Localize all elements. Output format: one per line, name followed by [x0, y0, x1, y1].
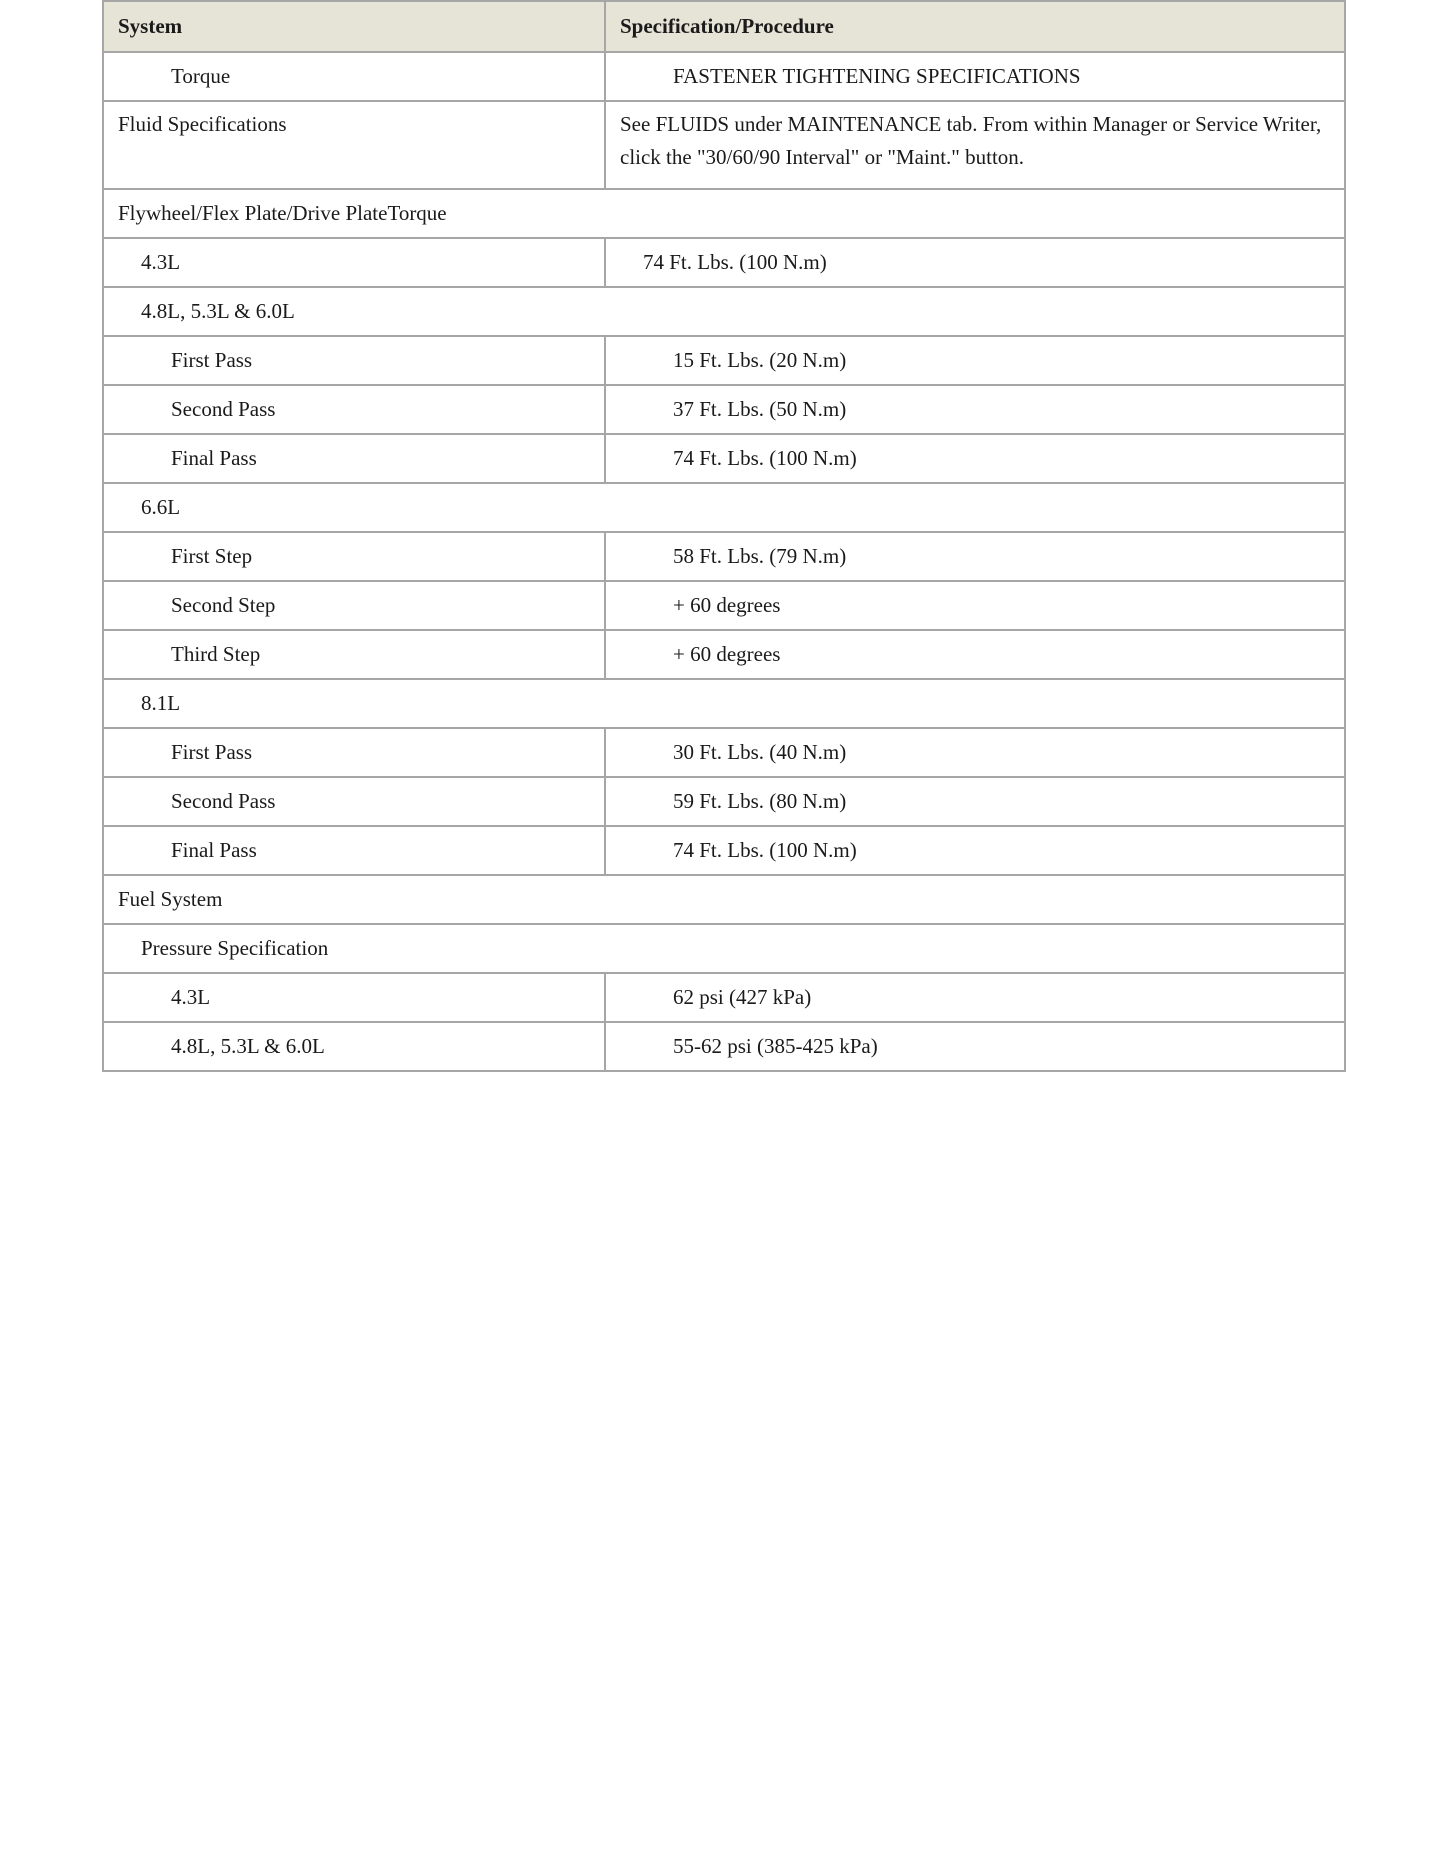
- system-cell: First Pass: [103, 336, 605, 385]
- system-cell: Final Pass: [103, 434, 605, 483]
- specification-cell: 37 Ft. Lbs. (50 N.m): [605, 385, 1345, 434]
- table-row: [103, 52, 1345, 101]
- specification-cell: 59 Ft. Lbs. (80 N.m): [605, 777, 1345, 826]
- table-section-row: [103, 924, 1345, 973]
- system-cell: First Pass: [103, 728, 605, 777]
- header-specification: Specification/Procedure: [605, 1, 1345, 52]
- table-row: [103, 238, 1345, 287]
- system-cell: Third Step: [103, 630, 605, 679]
- table-row: [103, 1022, 1345, 1071]
- table-row: [103, 532, 1345, 581]
- table-section-row: [103, 679, 1345, 728]
- specification-cell: See FLUIDS under MAINTENANCE tab. From within Manager or Service Writer, click the "30/60/90 Interval" or "Maint." button.: [605, 101, 1345, 189]
- table-row: [103, 101, 1345, 189]
- table-header-row: [103, 1, 1345, 52]
- table-body: [103, 52, 1345, 1071]
- specification-cell: 74 Ft. Lbs. (100 N.m): [605, 238, 1345, 287]
- specification-cell: 15 Ft. Lbs. (20 N.m): [605, 336, 1345, 385]
- specification-cell: FASTENER TIGHTENING SPECIFICATIONS: [605, 52, 1345, 101]
- system-cell: Second Pass: [103, 777, 605, 826]
- section-label: Flywheel/Flex Plate/Drive PlateTorque: [103, 189, 1345, 238]
- table-section-row: [103, 189, 1345, 238]
- header-system: System: [103, 1, 605, 52]
- table-row: [103, 581, 1345, 630]
- section-label: 8.1L: [103, 679, 1345, 728]
- table-row: [103, 826, 1345, 875]
- specifications-table: [102, 0, 1346, 1072]
- specification-cell: 62 psi (427 kPa): [605, 973, 1345, 1022]
- system-cell: Fluid Specifications: [103, 101, 605, 189]
- system-cell: First Step: [103, 532, 605, 581]
- table-row: [103, 973, 1345, 1022]
- section-label: Fuel System: [103, 875, 1345, 924]
- table-section-row: [103, 287, 1345, 336]
- specification-cell: 30 Ft. Lbs. (40 N.m): [605, 728, 1345, 777]
- specification-cell: 74 Ft. Lbs. (100 N.m): [605, 826, 1345, 875]
- system-cell: 4.3L: [103, 238, 605, 287]
- table-row: [103, 728, 1345, 777]
- system-cell: Second Step: [103, 581, 605, 630]
- table-row: [103, 385, 1345, 434]
- table-row: [103, 630, 1345, 679]
- table-row: [103, 777, 1345, 826]
- specification-cell: 58 Ft. Lbs. (79 N.m): [605, 532, 1345, 581]
- system-cell: 4.3L: [103, 973, 605, 1022]
- system-cell: Torque: [103, 52, 605, 101]
- table-row: [103, 434, 1345, 483]
- system-cell: 4.8L, 5.3L & 6.0L: [103, 1022, 605, 1071]
- system-cell: Final Pass: [103, 826, 605, 875]
- specification-cell: + 60 degrees: [605, 630, 1345, 679]
- specification-cell: 74 Ft. Lbs. (100 N.m): [605, 434, 1345, 483]
- section-label: 6.6L: [103, 483, 1345, 532]
- section-label: Pressure Specification: [103, 924, 1345, 973]
- table-section-row: [103, 875, 1345, 924]
- table-section-row: [103, 483, 1345, 532]
- system-cell: Second Pass: [103, 385, 605, 434]
- section-label: 4.8L, 5.3L & 6.0L: [103, 287, 1345, 336]
- specification-cell: + 60 degrees: [605, 581, 1345, 630]
- specification-cell: 55-62 psi (385-425 kPa): [605, 1022, 1345, 1071]
- table-row: [103, 336, 1345, 385]
